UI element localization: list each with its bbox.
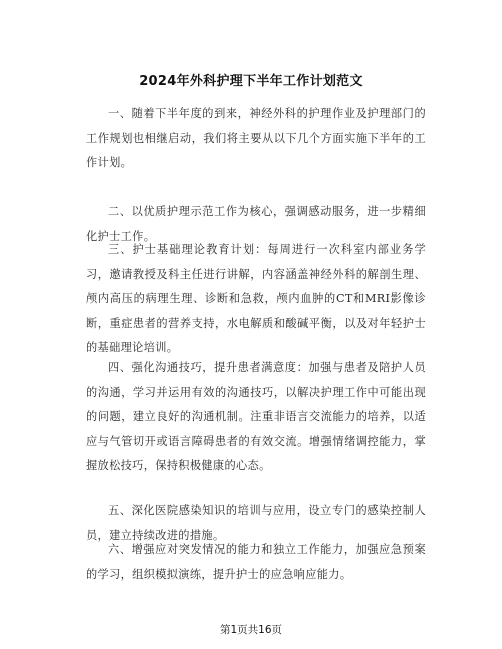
paragraph-2: 二、以优质护理示范工作为核心，强调感动服务，进一步精细化护士工作。 [86, 205, 426, 243]
paragraph-5: 五、深化医院感染知识的培训与应用，设立专门的感染控制人员，建立持续改进的措施。 [86, 504, 426, 542]
document-title: 2024年外科护理下半年工作计划范文 [139, 74, 363, 89]
paragraph-6: 六、增强应对突发情况的能力和独立工作能力，加强应急预案的学习，组织模拟演练，提升护士的应急响应能力。 [86, 543, 426, 581]
paragraph-3: 三、护士基础理论教育计划：每周进行一次科室内部业务学习，邀请教授及科主任进行讲解，内容涵盖神经外科的解剖生理、颅内高压的病理生理、诊断和急救，颅内血肿的CT和MRI影像诊断，重症患者的营养支持，水电解质和酸碱平衡，以及对年轻护士的基础理论培训。 [86, 243, 426, 354]
page-number-footer: 第1页共16页 [219, 624, 283, 636]
paragraph-4: 四、强化沟通技巧，提升患者满意度：加强与患者及陪护人员的沟通，学习并运用有效的沟通技巧，以解决护理工作中可能出现的问题，建立良好的沟通机制。注重非语言交流能力的培养，以适应与气管切开或语言障碍患者的有效交流。增强情绪调控能力，掌握放松技巧，保持积极健康的心态。 [86, 361, 426, 472]
paragraph-1: 一、随着下半年度的到来，神经外科的护理作业及护理部门的工作规划也相继启动，我们将主要从以下几个方面实施下半年的工作计划。 [86, 107, 426, 169]
